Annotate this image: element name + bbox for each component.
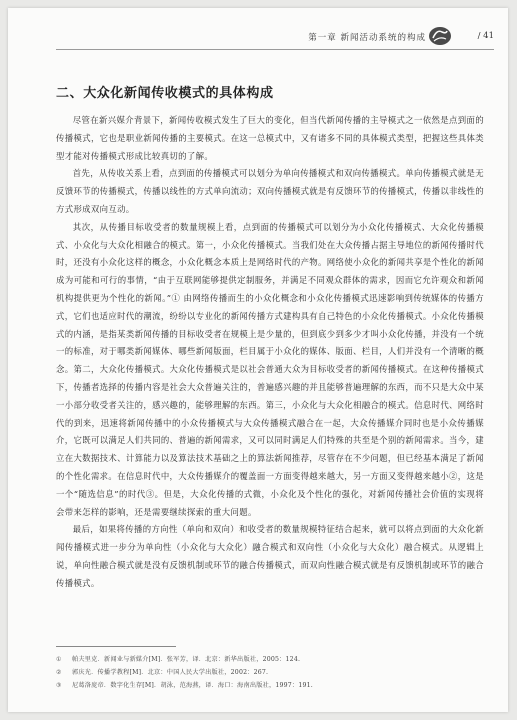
paragraph: 尽管在新兴媒介背景下，新闻传收模式发生了巨大的变化，但当代新闻传播的主导模式之一依然是点到面的传播模式，它也是职业新闻传播的主要模式。在这一总模式中，又有诸多不同的具体模式类型，把握这些具体类型才能对传播模式形成比较真切的了解。	[56, 115, 484, 161]
paragraph: 首先，从传收关系上看，点到面的传播模式可以划分为单向传播模式和双向传播模式。单向传播模式就是无反馈环节的传播模式，传播以线性的方式单向流动；双向传播模式就是有反馈环节的传播模式，传播以非线性的方式形成双向互动。	[56, 168, 484, 214]
footnote	[56, 666, 486, 679]
footnote-text: 郭庆光．传播学教程[M]．北京：中国人民大学出版社，2002：267.	[72, 669, 269, 676]
footnotes	[56, 646, 486, 692]
chapter-title: 第一章 新闻活动系统的构成	[308, 33, 426, 43]
running-header	[8, 26, 508, 50]
paragraph: 最后，如果将传播的方向性（单向和双向）和收受者的数量规模特征结合起来，就可以将点到面的大众化新闻传播模式进一步分为单向性（小众化与大众化）融合模式和双向性（小众化与大众化）融合模式。从逻辑上说，单向性融合模式就是没有反馈机制或环节的融合传播模式，而双向性融合模式就是有反馈机制或环节的融合传播模式。	[56, 524, 484, 588]
footnote	[56, 679, 486, 692]
footnote-marker: ③	[56, 682, 62, 689]
footnote-marker: ①	[56, 656, 62, 663]
paragraph: 其次，从传播目标收受者的数量规模上看，点到面的传播模式可以划分为小众化传播模式、大众化传播模式、小众化与大众化相融合的模式。第一，小众化传播模式。当我们处在大众传播占据主导地位的新闻传播时代时，还没有小众化这样的概念，小众化概念本质上是网络时代的产物。网络使小众化的新闻共享是个性化的新闻成为可能和可行的事情，“由于互联网能够提供定制服务，并满足不同观众群体的需求，因而它允许观众和新闻机构提供更为个性化的新闻。”① 由网络传播而生的小众化概念和小众化传播模式迅速影响到传统媒体的传播方式，它们也适应时代的潮流，纷纷以专业化的新闻传播方式建构具有自己特色的小众化传播模式。小众化传播模式的内涵，是指某类新闻传播的目标收受者在规模上是少量的，但到底少到多少才叫小众化传播，并没有一个统一的标准，对于哪类新闻媒体、哪些新闻版面，栏目属于小众化的媒体、版面、栏目，人们并没有一个清晰的概念。第二，大众化传播模式。大众化传播模式是以社会普通大众为目标收受者的新闻传播模式。在这种传播模式下，传播者选择的传播内容是社会大众普遍关注的，普遍感兴趣的并且能够普遍理解的东西，而不只是大众中某一小部分收受者关注的，感兴趣的，能够理解的东西。第三，小众化与大众化相融合的模式。信息时代、网络时代的到来，迅速将新闻传播中的小众传播模式与大众传播模式融合在一起，大众传播媒介同时也是小众传播媒介，它既可以满足人们共同的、普遍的新闻需求，又可以同时满足人们特殊的共至是个别的新闻需求。当今，建立在大数据技术、计算能力以及算法技术基础之上的算法新闻推荐，尽管存在不少问题，但已经基本满足了新闻的个性化需求。在信息时代中，大众传播媒介的覆盖面一方面变得越来越大，另一方面又变得越来越小②，这是一个“随选信息”的时代③。但是，大众化传播的式微，小众化及个性化的强化，对新闻传播社会价值的实现将会带来怎样的影响，还是需要继续探索的重大问题。	[56, 221, 484, 517]
body-text	[56, 112, 484, 593]
chapter-emblem-icon	[428, 26, 452, 46]
section-title: 二、大众化新闻传收模式的具体构成	[56, 86, 274, 101]
footnote-marker: ②	[56, 669, 62, 676]
book-page	[8, 8, 508, 712]
footnote-text: 帕夫里克．新闻业与新媒介[M]．张军芳，译．北京：新华出版社，2005：124.	[72, 656, 301, 663]
footnote-text: 尼葛洛庞帝．数字化生存[M]．胡泳，范海燕，译．海口：海南出版社，1997：191.	[72, 682, 313, 689]
footnote	[56, 653, 486, 666]
footnote-divider	[56, 646, 176, 647]
page-number: / 41	[477, 31, 494, 41]
header-divider	[56, 49, 494, 50]
